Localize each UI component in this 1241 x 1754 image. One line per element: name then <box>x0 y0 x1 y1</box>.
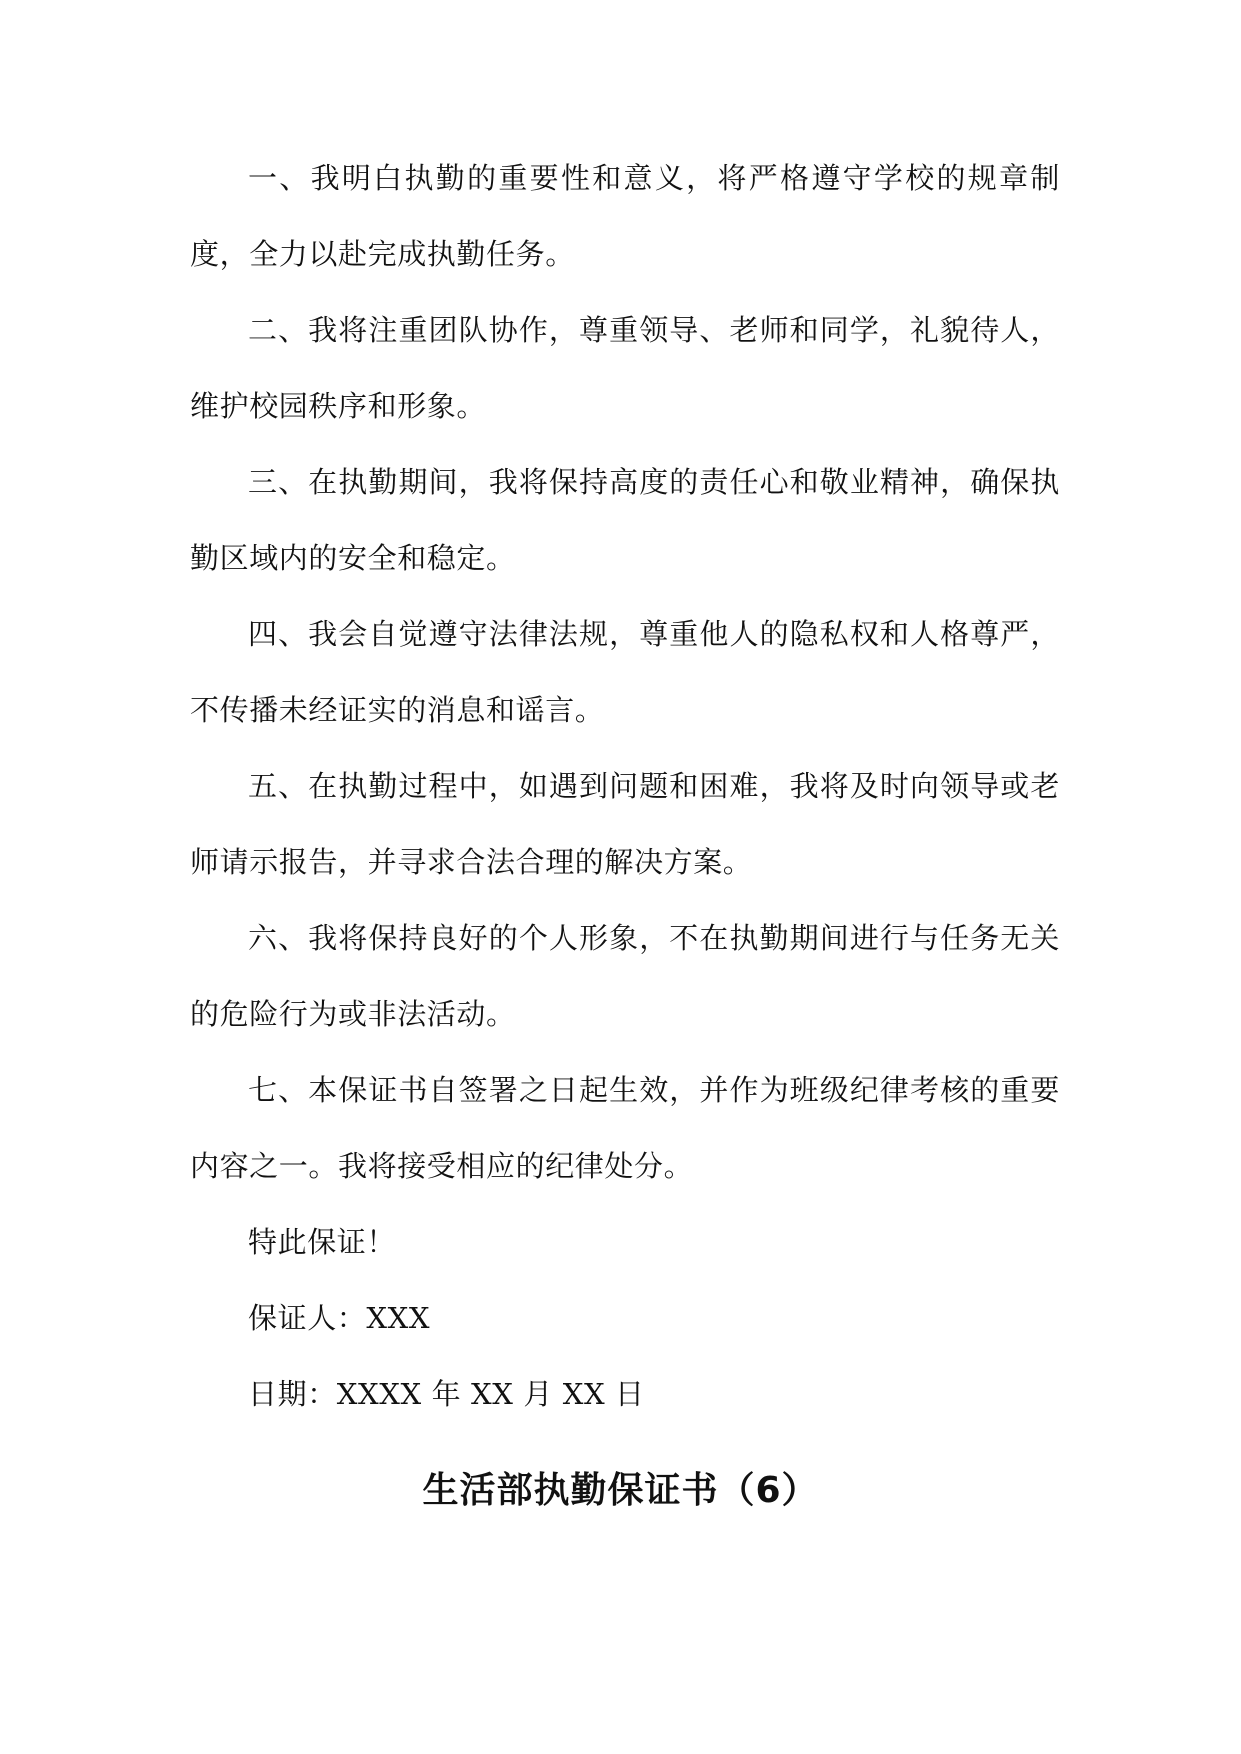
closing-statement: 特此保证！ <box>248 1225 397 1259</box>
clause-1: 一、我明白执勤的重要性和意义，将严格遵守学校的规章制度，全力以赴完成执勤任务。 <box>190 161 1060 271</box>
document-body <box>190 140 1060 1432</box>
clause-3: 三、在执勤期间，我将保持高度的责任心和敬业精神，确保执勤区域内的安全和稳定。 <box>190 465 1060 575</box>
clause-7: 七、本保证书自签署之日起生效，并作为班级纪律考核的重要内容之一。我将接受相应的纪律处分。 <box>190 1073 1060 1183</box>
clause-6: 六、我将保持良好的个人形象，不在执勤期间进行与任务无关的危险行为或非法活动。 <box>190 921 1060 1031</box>
clause-2: 二、我将注重团队协作，尊重领导、老师和同学，礼貌待人，维护校园秩序和形象。 <box>190 313 1060 423</box>
date-line: 日期：XXXX 年 XX 月 XX 日 <box>248 1377 645 1411</box>
section-title: 生活部执勤保证书（6） <box>422 1470 819 1511</box>
clause-4: 四、我会自觉遵守法律法规，尊重他人的隐私权和人格尊严，不传播未经证实的消息和谣言。 <box>190 617 1060 727</box>
clause-5: 五、在执勤过程中，如遇到问题和困难，我将及时向领导或老师请示报告，并寻求合法合理的解决方案。 <box>190 769 1060 879</box>
guarantor-line: 保证人：XXX <box>248 1301 431 1335</box>
